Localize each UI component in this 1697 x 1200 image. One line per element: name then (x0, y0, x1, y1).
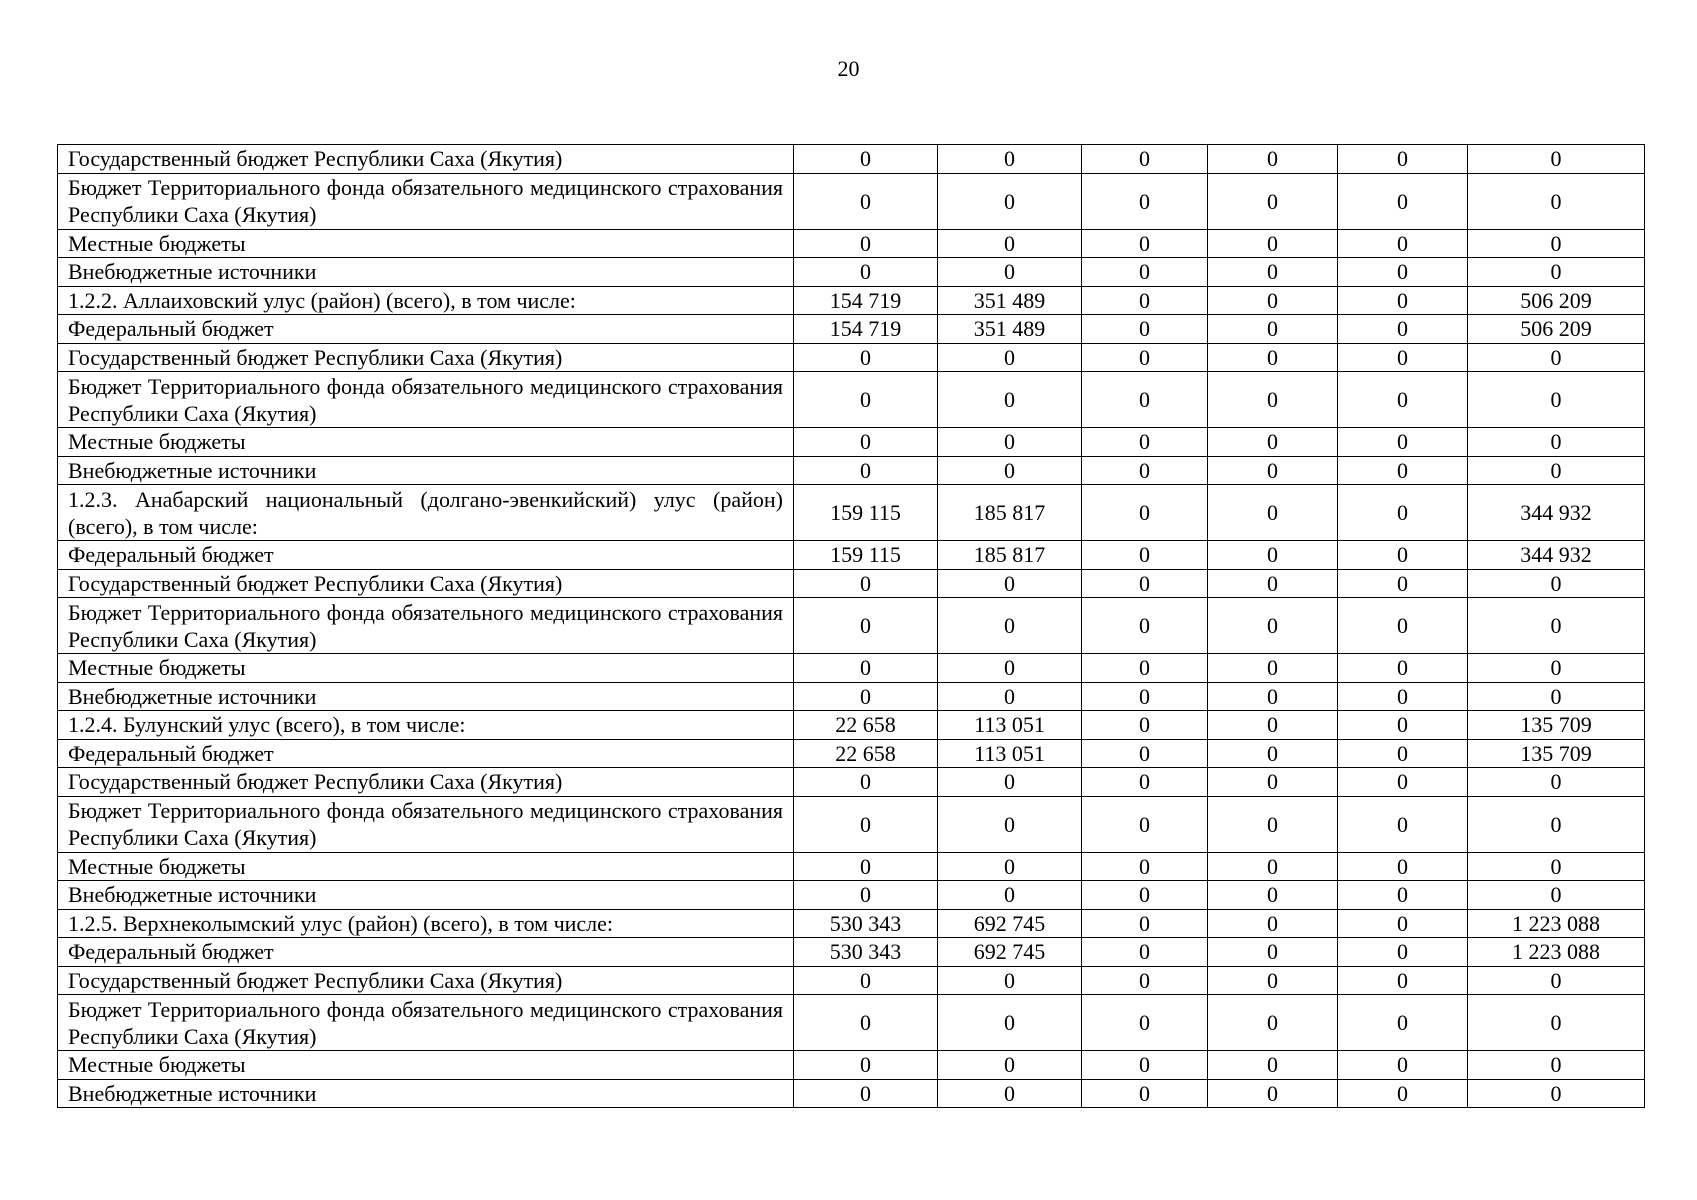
row-label-cell: Федеральный бюджет (58, 739, 794, 768)
value-cell: 0 (1468, 1051, 1645, 1080)
value-cell: 0 (794, 258, 938, 287)
value-cell: 0 (938, 456, 1082, 485)
table-row (58, 541, 1645, 570)
value-cell: 0 (1468, 768, 1645, 797)
value-cell: 0 (938, 768, 1082, 797)
value-cell: 0 (1338, 768, 1468, 797)
value-cell: 0 (1082, 456, 1208, 485)
value-cell: 0 (1338, 485, 1468, 541)
value-cell: 0 (1468, 145, 1645, 174)
value-cell: 0 (938, 881, 1082, 910)
value-cell: 0 (1468, 258, 1645, 287)
value-cell: 0 (1208, 258, 1338, 287)
value-cell: 0 (1338, 315, 1468, 344)
row-label-cell: Местные бюджеты (58, 654, 794, 683)
value-cell: 0 (1338, 938, 1468, 967)
value-cell: 0 (1468, 173, 1645, 229)
row-label-cell: Бюджет Территориального фонда обязательного медицинского страхования Республики Саха (Якутия) (58, 598, 794, 654)
table-row (58, 796, 1645, 852)
value-cell: 0 (794, 995, 938, 1051)
value-cell: 0 (1208, 682, 1338, 711)
row-label-cell: Местные бюджеты (58, 428, 794, 457)
table-row (58, 938, 1645, 967)
row-label-cell: Местные бюджеты (58, 852, 794, 881)
value-cell: 0 (1082, 343, 1208, 372)
value-cell: 0 (1468, 372, 1645, 428)
value-cell: 0 (1208, 541, 1338, 570)
value-cell: 0 (1338, 569, 1468, 598)
row-label-cell: Внебюджетные источники (58, 881, 794, 910)
value-cell: 0 (938, 343, 1082, 372)
value-cell: 0 (1468, 995, 1645, 1051)
row-label-cell: Государственный бюджет Республики Саха (Якутия) (58, 343, 794, 372)
row-label-cell: Государственный бюджет Республики Саха (Якутия) (58, 569, 794, 598)
value-cell: 0 (1082, 428, 1208, 457)
value-cell: 0 (1208, 343, 1338, 372)
table-row (58, 852, 1645, 881)
value-cell: 0 (794, 682, 938, 711)
value-cell: 0 (1338, 598, 1468, 654)
value-cell: 0 (938, 145, 1082, 174)
row-label-cell: Бюджет Территориального фонда обязательного медицинского страхования Республики Саха (Якутия) (58, 796, 794, 852)
value-cell: 185 817 (938, 541, 1082, 570)
table-row (58, 739, 1645, 768)
value-cell: 0 (938, 598, 1082, 654)
value-cell: 0 (1208, 485, 1338, 541)
value-cell: 0 (1208, 938, 1338, 967)
value-cell: 185 817 (938, 485, 1082, 541)
value-cell: 0 (794, 768, 938, 797)
value-cell: 0 (938, 428, 1082, 457)
value-cell: 0 (1082, 1079, 1208, 1108)
table-row (58, 1051, 1645, 1080)
value-cell: 0 (1082, 258, 1208, 287)
value-cell: 0 (1082, 541, 1208, 570)
value-cell: 0 (1208, 711, 1338, 740)
value-cell: 0 (1338, 428, 1468, 457)
value-cell: 0 (1338, 966, 1468, 995)
value-cell: 0 (1468, 598, 1645, 654)
value-cell: 154 719 (794, 315, 938, 344)
value-cell: 0 (938, 654, 1082, 683)
value-cell: 159 115 (794, 485, 938, 541)
value-cell: 0 (1082, 372, 1208, 428)
value-cell: 1 223 088 (1468, 938, 1645, 967)
table-row (58, 145, 1645, 174)
row-label-cell: Бюджет Территориального фонда обязательного медицинского страхования Республики Саха (Якутия) (58, 995, 794, 1051)
table-row (58, 456, 1645, 485)
value-cell: 0 (1338, 343, 1468, 372)
table-row (58, 966, 1645, 995)
value-cell: 0 (1082, 966, 1208, 995)
table-row (58, 1079, 1645, 1108)
table-row (58, 768, 1645, 797)
value-cell: 0 (1082, 654, 1208, 683)
value-cell: 351 489 (938, 286, 1082, 315)
table-row (58, 428, 1645, 457)
table-row (58, 258, 1645, 287)
value-cell: 0 (1338, 541, 1468, 570)
row-label-cell: Внебюджетные источники (58, 456, 794, 485)
value-cell: 0 (1208, 966, 1338, 995)
value-cell: 0 (794, 852, 938, 881)
value-cell: 344 932 (1468, 541, 1645, 570)
value-cell: 0 (1338, 258, 1468, 287)
row-label-cell: 1.2.3. Анабарский национальный (долгано-эвенкийский) улус (район) (всего), в том числе: (58, 485, 794, 541)
value-cell: 0 (1082, 286, 1208, 315)
value-cell: 0 (1082, 1051, 1208, 1080)
value-cell: 0 (938, 852, 1082, 881)
value-cell: 0 (1208, 456, 1338, 485)
value-cell: 0 (794, 881, 938, 910)
value-cell: 0 (1338, 711, 1468, 740)
value-cell: 0 (1338, 654, 1468, 683)
value-cell: 0 (1208, 852, 1338, 881)
value-cell: 0 (938, 569, 1082, 598)
value-cell: 0 (1082, 852, 1208, 881)
value-cell: 0 (794, 173, 938, 229)
value-cell: 0 (1338, 286, 1468, 315)
value-cell: 0 (1468, 654, 1645, 683)
value-cell: 159 115 (794, 541, 938, 570)
table-row (58, 372, 1645, 428)
value-cell: 0 (1208, 768, 1338, 797)
table-row (58, 682, 1645, 711)
value-cell: 0 (938, 229, 1082, 258)
value-cell: 154 719 (794, 286, 938, 315)
value-cell: 692 745 (938, 909, 1082, 938)
value-cell: 0 (794, 456, 938, 485)
value-cell: 0 (1208, 881, 1338, 910)
value-cell: 22 658 (794, 739, 938, 768)
value-cell: 0 (1208, 796, 1338, 852)
table-row (58, 315, 1645, 344)
value-cell: 0 (1468, 966, 1645, 995)
value-cell: 0 (1082, 229, 1208, 258)
value-cell: 0 (1338, 995, 1468, 1051)
value-cell: 1 223 088 (1468, 909, 1645, 938)
value-cell: 113 051 (938, 739, 1082, 768)
value-cell: 0 (1208, 569, 1338, 598)
value-cell: 0 (1338, 909, 1468, 938)
value-cell: 0 (1208, 372, 1338, 428)
value-cell: 0 (1468, 343, 1645, 372)
value-cell: 0 (794, 229, 938, 258)
value-cell: 0 (1468, 796, 1645, 852)
value-cell: 0 (938, 173, 1082, 229)
value-cell: 0 (794, 654, 938, 683)
value-cell: 0 (1082, 145, 1208, 174)
value-cell: 0 (938, 1079, 1082, 1108)
value-cell: 0 (938, 682, 1082, 711)
value-cell: 530 343 (794, 909, 938, 938)
value-cell: 692 745 (938, 938, 1082, 967)
table-row (58, 909, 1645, 938)
value-cell: 0 (1208, 145, 1338, 174)
value-cell: 0 (1468, 682, 1645, 711)
value-cell: 0 (794, 1079, 938, 1108)
value-cell: 0 (1468, 456, 1645, 485)
value-cell: 0 (1338, 456, 1468, 485)
table-body (58, 145, 1645, 1108)
value-cell: 0 (794, 428, 938, 457)
value-cell: 0 (794, 1051, 938, 1080)
value-cell: 530 343 (794, 938, 938, 967)
table-row (58, 286, 1645, 315)
value-cell: 0 (794, 796, 938, 852)
value-cell: 506 209 (1468, 315, 1645, 344)
value-cell: 0 (1468, 569, 1645, 598)
table-row (58, 229, 1645, 258)
value-cell: 0 (1208, 909, 1338, 938)
table-row (58, 654, 1645, 683)
row-label-cell: Государственный бюджет Республики Саха (Якутия) (58, 145, 794, 174)
value-cell: 0 (1338, 796, 1468, 852)
value-cell: 0 (1082, 711, 1208, 740)
table-row (58, 881, 1645, 910)
value-cell: 0 (938, 995, 1082, 1051)
value-cell: 0 (1208, 654, 1338, 683)
budget-table (57, 144, 1645, 1108)
row-label-cell: Государственный бюджет Республики Саха (Якутия) (58, 768, 794, 797)
row-label-cell: Федеральный бюджет (58, 541, 794, 570)
value-cell: 0 (1208, 995, 1338, 1051)
value-cell: 0 (1338, 229, 1468, 258)
table-row (58, 485, 1645, 541)
value-cell: 22 658 (794, 711, 938, 740)
value-cell: 113 051 (938, 711, 1082, 740)
value-cell: 351 489 (938, 315, 1082, 344)
row-label-cell: 1.2.4. Булунский улус (всего), в том числе: (58, 711, 794, 740)
table-row (58, 598, 1645, 654)
value-cell: 135 709 (1468, 711, 1645, 740)
value-cell: 0 (794, 343, 938, 372)
value-cell: 135 709 (1468, 739, 1645, 768)
value-cell: 0 (1082, 315, 1208, 344)
value-cell: 0 (1082, 768, 1208, 797)
table-row (58, 569, 1645, 598)
value-cell: 0 (1208, 428, 1338, 457)
value-cell: 0 (938, 966, 1082, 995)
value-cell: 0 (1468, 881, 1645, 910)
value-cell: 0 (1082, 173, 1208, 229)
row-label-cell: Бюджет Территориального фонда обязательного медицинского страхования Республики Саха (Якутия) (58, 372, 794, 428)
value-cell: 0 (1082, 569, 1208, 598)
value-cell: 0 (1338, 739, 1468, 768)
row-label-cell: Федеральный бюджет (58, 938, 794, 967)
page-number: 20 (837, 56, 860, 81)
value-cell: 506 209 (1468, 286, 1645, 315)
value-cell: 0 (1338, 145, 1468, 174)
value-cell: 0 (1208, 173, 1338, 229)
table-row (58, 711, 1645, 740)
value-cell: 0 (1082, 995, 1208, 1051)
row-label-cell: Внебюджетные источники (58, 1079, 794, 1108)
row-label-cell: Местные бюджеты (58, 1051, 794, 1080)
value-cell: 0 (1208, 315, 1338, 344)
value-cell: 0 (938, 1051, 1082, 1080)
row-label-cell: Внебюджетные источники (58, 682, 794, 711)
value-cell: 0 (1468, 229, 1645, 258)
value-cell: 0 (1338, 852, 1468, 881)
row-label-cell: Местные бюджеты (58, 229, 794, 258)
value-cell: 0 (1082, 796, 1208, 852)
value-cell: 0 (1208, 229, 1338, 258)
value-cell: 0 (1082, 909, 1208, 938)
value-cell: 0 (1338, 1051, 1468, 1080)
value-cell: 0 (938, 372, 1082, 428)
value-cell: 0 (1082, 739, 1208, 768)
row-label-cell: Бюджет Территориального фонда обязательного медицинского страхования Республики Саха (Якутия) (58, 173, 794, 229)
value-cell: 0 (1208, 286, 1338, 315)
value-cell: 0 (1082, 598, 1208, 654)
value-cell: 0 (1208, 598, 1338, 654)
value-cell: 0 (1468, 428, 1645, 457)
value-cell: 0 (1338, 682, 1468, 711)
value-cell: 0 (1082, 485, 1208, 541)
row-label-cell: Внебюджетные источники (58, 258, 794, 287)
value-cell: 0 (1468, 1079, 1645, 1108)
table-row (58, 995, 1645, 1051)
value-cell: 0 (1338, 1079, 1468, 1108)
value-cell: 344 932 (1468, 485, 1645, 541)
value-cell: 0 (1082, 938, 1208, 967)
value-cell: 0 (1208, 1079, 1338, 1108)
value-cell: 0 (1338, 881, 1468, 910)
value-cell: 0 (1338, 372, 1468, 428)
value-cell: 0 (938, 796, 1082, 852)
table-row (58, 343, 1645, 372)
value-cell: 0 (794, 569, 938, 598)
value-cell: 0 (794, 145, 938, 174)
row-label-cell: 1.2.2. Аллаиховский улус (район) (всего), в том числе: (58, 286, 794, 315)
value-cell: 0 (938, 258, 1082, 287)
table-row (58, 173, 1645, 229)
value-cell: 0 (1208, 1051, 1338, 1080)
value-cell: 0 (1082, 881, 1208, 910)
value-cell: 0 (1082, 682, 1208, 711)
value-cell: 0 (1338, 173, 1468, 229)
value-cell: 0 (1468, 852, 1645, 881)
row-label-cell: 1.2.5. Верхнеколымский улус (район) (всего), в том числе: (58, 909, 794, 938)
value-cell: 0 (794, 372, 938, 428)
value-cell: 0 (794, 966, 938, 995)
row-label-cell: Государственный бюджет Республики Саха (Якутия) (58, 966, 794, 995)
value-cell: 0 (794, 598, 938, 654)
value-cell: 0 (1208, 739, 1338, 768)
row-label-cell: Федеральный бюджет (58, 315, 794, 344)
